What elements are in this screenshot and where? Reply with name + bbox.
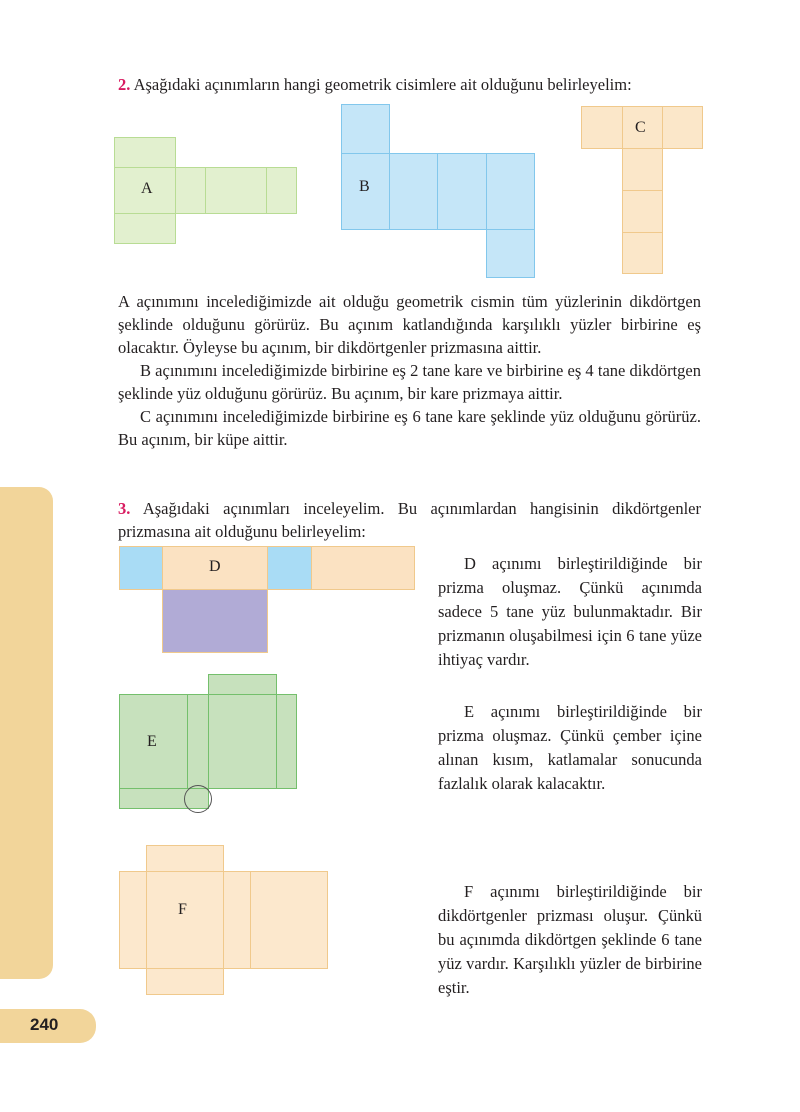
net-c-face [622, 148, 663, 191]
paragraph-e: E açınımı birleştirildiğinde bir prizma oluşmaz. Çünkü çember içine alınan kısım, katlamalar sonucunda fazlalık olarak kalacaktır. [438, 702, 702, 793]
net-b-face [486, 229, 535, 278]
net-a-face [266, 167, 297, 214]
net-c-face [622, 190, 663, 233]
paragraph-c-text: C açınımını incelediğimizde birbirine eş 6 tane kare şeklinde yüz olduğunu görürüz. Bu açınım, bir küpe aittir. [118, 407, 701, 449]
question-3-number: 3. [118, 499, 131, 518]
paragraph-b-text: B açınımını incelediğimizde birbirine eş 2 tane kare ve birbirine eş 4 tane dikdörtgen şeklinde yüz olduğunu görürüz. Bu açınım, bir kare prizmaya aittir. [118, 361, 701, 403]
paragraph-d: D açınımı birleştirildiğinde bir prizma oluşmaz. Çünkü açınımda sadece 5 tane yüz bulunmaktadır. Bir prizmanın oluşabilmesi için 6 tane yüze ihtiyaç vardır. [438, 554, 702, 669]
net-d-face [267, 546, 312, 590]
net-c-label: C [635, 119, 646, 136]
net-f-face [146, 968, 224, 995]
side-tab [0, 487, 53, 979]
question-2-heading [118, 73, 632, 96]
page-number: 240 [30, 1015, 59, 1034]
highlight-circle [184, 785, 212, 813]
net-d-label: D [209, 558, 221, 575]
net-f-face [146, 871, 224, 969]
question-3-text: Aşağıdaki açınımları inceleyelim. Bu açınımlardan hangisinin dikdörtgenler prizmasına ait olduğunu belirleyelim: [118, 499, 701, 541]
paragraph-c [118, 405, 701, 451]
net-e-face [187, 694, 209, 789]
net-f-face [250, 871, 328, 969]
question-2-text: Aşağıdaki açınımların hangi geometrik cisimlere ait olduğunu belirleyelim: [133, 75, 632, 94]
net-e-face [208, 674, 277, 695]
net-a-face [114, 137, 176, 168]
net-f-label: F [178, 901, 187, 918]
net-d-face [119, 546, 163, 590]
paragraph-f: F açınımı birleştirildiğinde bir dikdörtgenler prizması oluşur. Çünkü bu açınımda dikdörtgen şeklinde 6 tane yüz vardır. Karşılıklı yüzler de birbirine eştir. [438, 882, 702, 997]
paragraph-b [118, 359, 701, 405]
net-e-label: E [147, 733, 157, 750]
net-e-face [208, 694, 277, 789]
net-a-face [114, 213, 176, 244]
net-b-face [389, 153, 438, 230]
net-b-face [437, 153, 487, 230]
net-c-face [622, 232, 663, 274]
net-a-label: A [141, 180, 153, 197]
net-b-face [341, 104, 390, 154]
question-3-heading [118, 497, 701, 543]
question-2-number: 2. [118, 75, 131, 94]
net-a-face [175, 167, 206, 214]
net-c-face [662, 106, 703, 149]
paragraph-a [118, 290, 701, 359]
net-d-face [162, 589, 268, 653]
net-f-face [146, 845, 224, 872]
net-b-label: B [359, 178, 370, 195]
net-e-face [276, 694, 297, 789]
net-f-face [119, 871, 147, 969]
net-f-face [223, 871, 251, 969]
net-c-face [581, 106, 623, 149]
net-b-face [486, 153, 535, 230]
net-d-face [311, 546, 415, 590]
paragraph-a-text: A açınımını incelediğimizde ait olduğu geometrik cismin tüm yüzlerinin dikdörtgen şeklinde olduğunu görürüz. Bu açınım katlandığında karşılıklı yüzler birbirine eş olacaktır. Öyleyse bu açınım, bir dikdörtgenler prizmasına aittir. [118, 292, 701, 357]
net-a-face [205, 167, 267, 214]
